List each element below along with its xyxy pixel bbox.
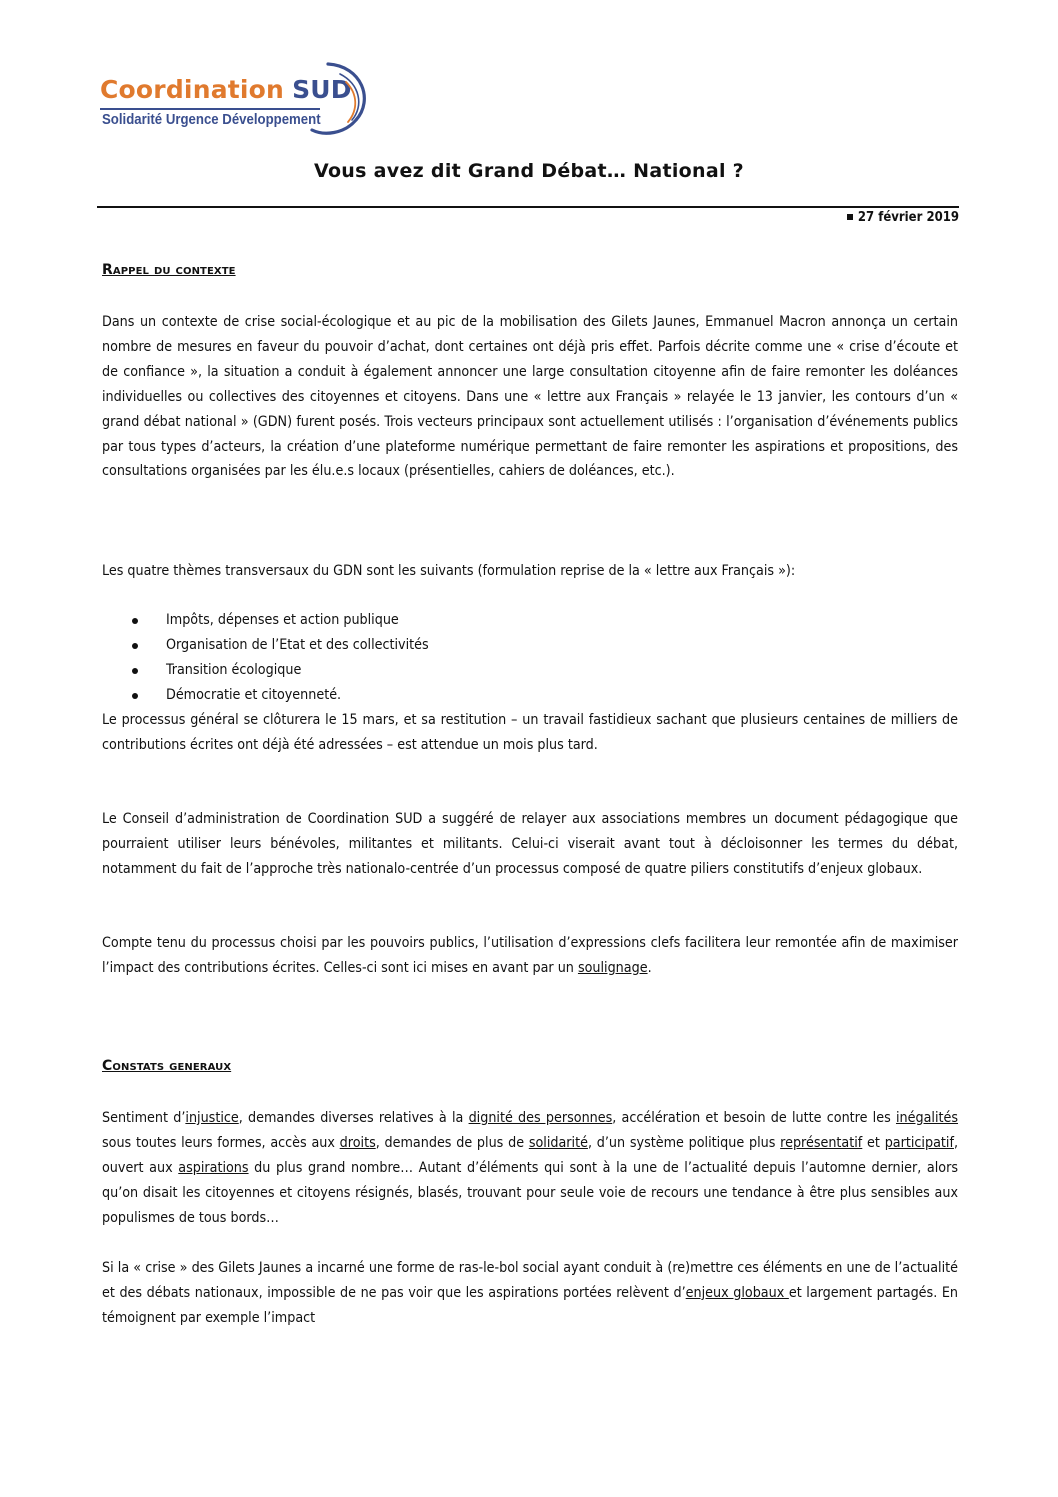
underlined-term: solidarité	[528, 1134, 588, 1151]
section-heading-context: Rappel du contexte	[102, 262, 236, 278]
logo-text-coordination: Coordination	[100, 75, 285, 104]
underlined-term: représentatif	[780, 1134, 863, 1151]
list-item: Démocratie et citoyenneté.	[102, 683, 958, 708]
title-divider	[97, 206, 959, 208]
paragraph-process: Le processus général se clôturera le 15 mars, et sa restitution – un travail fastidieux sachant que plusieurs centaines de milliers de contributions écrites ont déjà été adressées – est attendue un mois plus tard.	[102, 712, 958, 753]
bullet-icon	[132, 618, 138, 624]
paragraph-context-1: Dans un contexte de crise social-écologique et au pic de la mobilisation des Gilets Jaunes, Emmanuel Macron annonça un certain nombre de mesures en faveur du pouvoir d’achat, dont certaines ont déjà pris effet. Parfois décrite comme une « crise d’écoute et de confiance », la situation a conduit à également annoncer une large consultation citoyenne afin de faire remonter les doléances individuelles ou collectives des citoyennes et citoyens. Dans une « lettre aux Français » relayée le 13 janvier, les contours d’un « grand débat national » (GDN) furent posés. Trois vecteurs principaux sont actuellement utilisés : l’organisation d’événements publics par tous types d’acteurs, la création d’une plateforme numérique permettant de faire remonter les aspirations et propositions, des consultations organisées par les élu.e.s locaux (présentielles, cahiers de doléances, etc.).	[102, 314, 958, 480]
themes-list	[102, 608, 958, 708]
date-text: 27 février 2019	[857, 210, 959, 225]
underlined-term: participatif	[884, 1134, 954, 1151]
paragraph-method: Compte tenu du processus choisi par les pouvoirs publics, l’utilisation d’expressions clefs facilitera leur remontée afin de maximiser l’impact des contributions écrites. Celles-ci sont ici mises en avant par un soulignage.	[102, 935, 958, 976]
underlined-term: injustice	[185, 1110, 239, 1126]
coordination-sud-logo	[100, 60, 380, 140]
bullet-icon	[132, 693, 138, 699]
logo-text-sud: SUD	[292, 75, 352, 104]
list-item: Impôts, dépenses et action publique	[102, 608, 958, 633]
paragraph-council: Le Conseil d’administration de Coordination SUD a suggéré de relayer aux associations membres un document pédagogique que pourraient utiliser leurs bénévoles, militantes et militants. Celui-ci viserait avant tout à décloisonner les termes du débat, notamment du fait de l’approche très nationalo-centrée d’un processus composé de quatre piliers constitutifs d’enjeux globaux.	[102, 811, 958, 877]
bullet-icon	[132, 643, 138, 649]
bullet-icon	[132, 668, 138, 674]
underlined-term: enjeux globaux	[685, 1284, 789, 1301]
paragraph-themes-intro: Les quatre thèmes transversaux du GDN sont les suivants (formulation reprise de la « lettre aux Français »):	[102, 563, 796, 579]
document-date	[847, 210, 959, 225]
underlined-term: soulignage	[577, 959, 648, 976]
paragraph-findings-1: Sentiment d’injustice, demandes diverses relatives à la dignité des personnes, accélération et besoin de lutte contre les inégalités sous toutes leurs formes, accès aux droits, demandes de plus de solidarité, d’un système politique plus représentatif et participatif, ouvert aux aspirations du plus grand nombre… Autant d’éléments qui sont à la une de l’actualité depuis l’automne dernier, alors qu’on disait les citoyennes et citoyens résignés, blasés, trouvant pour seule voie de recours une tendance à être plus sensibles aux populismes de tous bords…	[102, 1110, 959, 1226]
square-bullet-icon	[847, 214, 853, 220]
underlined-term: droits	[339, 1134, 376, 1151]
list-item: Organisation de l’Etat et des collectivités	[102, 633, 958, 658]
underlined-term: dignité des personnes	[468, 1110, 613, 1126]
logo-arcs-icon	[300, 60, 380, 140]
document-title: Vous avez dit Grand Débat… National ?	[313, 160, 745, 182]
list-item: Transition écologique	[102, 658, 958, 683]
section-heading-findings: Constats generaux	[102, 1058, 232, 1074]
underlined-term: inégalités	[895, 1110, 959, 1126]
paragraph-findings-2: Si la « crise » des Gilets Jaunes a incarné une forme de ras-le-bol social ayant conduit à (re)mettre ces éléments en une de l’actualité et des débats nationaux, impossible de ne pas voir que les aspirations portées relèvent d’enjeux globaux et largement partagés. En témoignent par exemple l’impact	[102, 1260, 958, 1326]
logo-underline	[100, 108, 320, 110]
logo-tagline: Solidarité Urgence Développement	[102, 111, 321, 128]
underlined-term: aspirations	[178, 1159, 249, 1176]
